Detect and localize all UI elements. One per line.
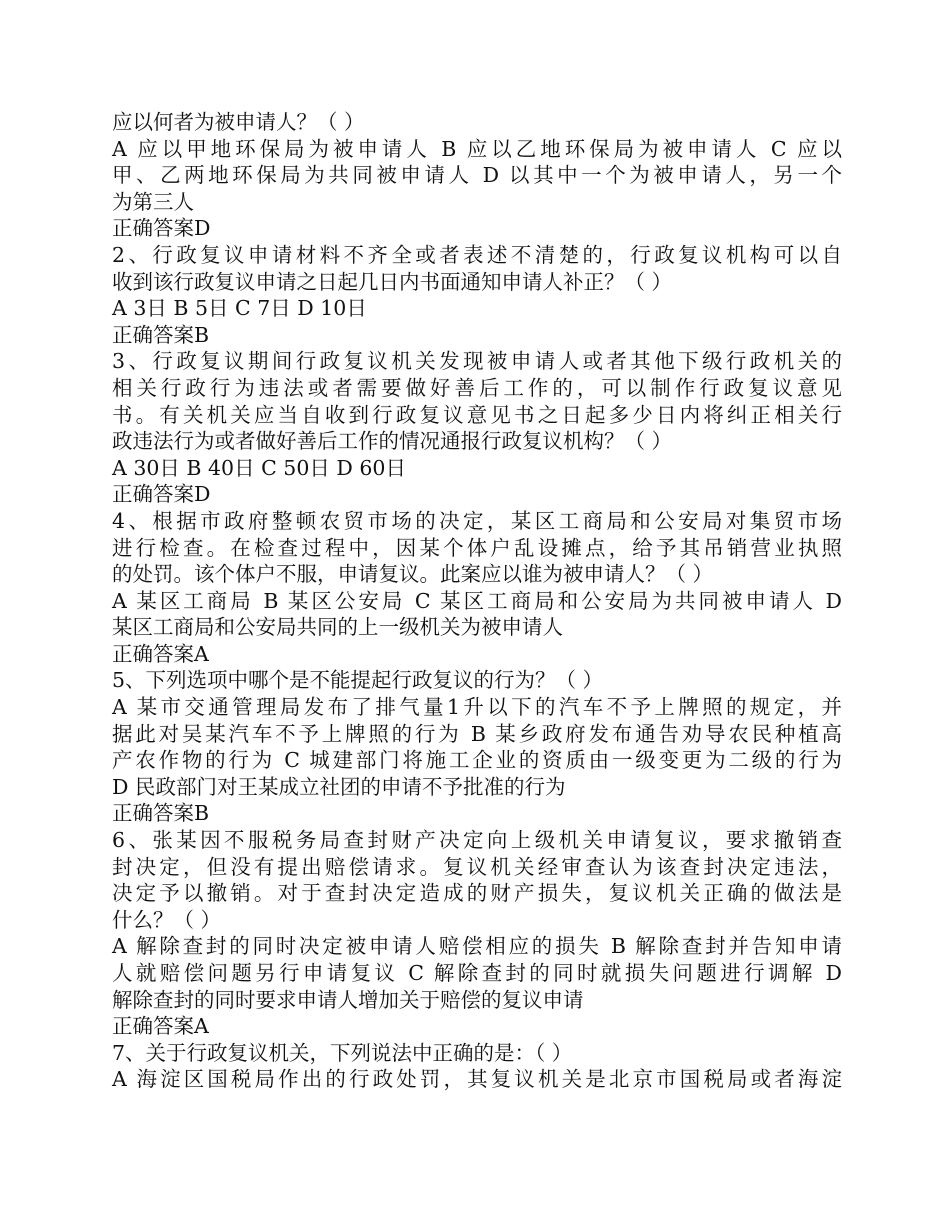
text-line: D 民政部门对王某成立社团的申请不予批准的行为 — [112, 774, 566, 799]
answer-line: 正确答案D — [112, 482, 211, 507]
question-line: 4、根据市政府整顿农贸市场的决定，某区工商局和公安局对集贸市场 — [112, 508, 842, 533]
options-line: A 30日 B 40日 C 50日 D 60日 — [112, 455, 406, 480]
text-line: A 应以甲地环保局为被申请人 B 应以乙地环保局为被申请人 C 应以 — [112, 136, 842, 161]
document-page — [112, 109, 842, 1093]
question-line: 7、关于行政复议机关，下列说法中正确的是：（ ） — [112, 1040, 573, 1065]
answer-line: 正确答案B — [112, 801, 210, 826]
text-line: 产农作物的行为 C 城建部门将施工企业的资质由一级变更为二级的行为 — [112, 748, 842, 773]
text-line: 应以何者为被申请人？（ ） — [112, 110, 365, 134]
text-line: 决定予以撤销。对于查封决定造成的财产损失，复议机关正确的做法是 — [112, 881, 842, 906]
text-line: 什么？（ ） — [112, 907, 222, 932]
options-line: A 某市交通管理局发布了排气量1升以下的汽车不予上牌照的规定，并 — [112, 695, 842, 720]
answer-line: 正确答案A — [112, 1014, 209, 1039]
text-line: 相关行政行为违法或者需要做好善后工作的，可以制作行政复议意见 — [112, 375, 842, 400]
options-line: A 海淀区国税局作出的行政处罚，其复议机关是北京市国税局或者海淀 — [112, 1067, 842, 1092]
text-line: 进行检查。在检查过程中，因某个体户乱设摊点，给予其吊销营业执照 — [112, 535, 842, 560]
text-line: 书。有关机关应当自收到行政复议意见书之日起多少日内将纠正相关行 — [112, 402, 842, 427]
text-line: 政违法行为或者做好善后工作的情况通报行政复议机构？（ ） — [112, 429, 673, 454]
text-line: 的处罚。该个体户不服，申请复议。此案应以谁为被申请人？（ ） — [112, 562, 714, 587]
options-line: A 某区工商局 B 某区公安局 C 某区工商局和公安局为共同被申请人 D — [112, 588, 842, 613]
text-line: 封决定，但没有提出赔偿请求。复议机关经审查认为该查封决定违法， — [112, 854, 842, 879]
question-line: 5、下列选项中哪个是不能提起行政复议的行为？（ ） — [112, 668, 604, 693]
options-line: A 3日 B 5日 C 7日 D 10日 — [112, 296, 367, 321]
answer-line: 正确答案B — [112, 322, 210, 347]
question-line: 3、行政复议期间行政复议机关发现被申请人或者其他下级行政机关的 — [112, 349, 842, 374]
answer-line: 正确答案D — [112, 216, 211, 241]
answer-line: 正确答案A — [112, 641, 209, 666]
question-line: 6、张某因不服税务局查封财产决定向上级机关申请复议，要求撤销查 — [112, 828, 842, 853]
options-line: A 解除查封的同时决定被申请人赔偿相应的损失 B 解除查封并告知申请 — [112, 934, 842, 959]
text-line: 甲、乙两地环保局为共同被申请人 D 以其中一个为被申请人，另一个 — [112, 163, 842, 188]
text-line: 收到该行政复议申请之日起几日内书面通知申请人补正？（ ） — [112, 269, 673, 294]
text-line: 为第三人 — [112, 189, 194, 214]
text-line: 某区工商局和公安局共同的上一级机关为被申请人 — [112, 615, 563, 640]
text-line: 人就赔偿问题另行申请复议 C 解除查封的同时就损失问题进行调解 D — [112, 961, 842, 985]
text-line: 解除查封的同时要求申请人增加关于赔偿的复议申请 — [112, 987, 584, 1012]
question-line: 2、行政复议申请材料不齐全或者表述不清楚的，行政复议机构可以自 — [112, 242, 842, 267]
text-line: 据此对吴某汽车不予上牌照的行为 B 某乡政府发布通告劝导农民种植高 — [112, 721, 842, 746]
